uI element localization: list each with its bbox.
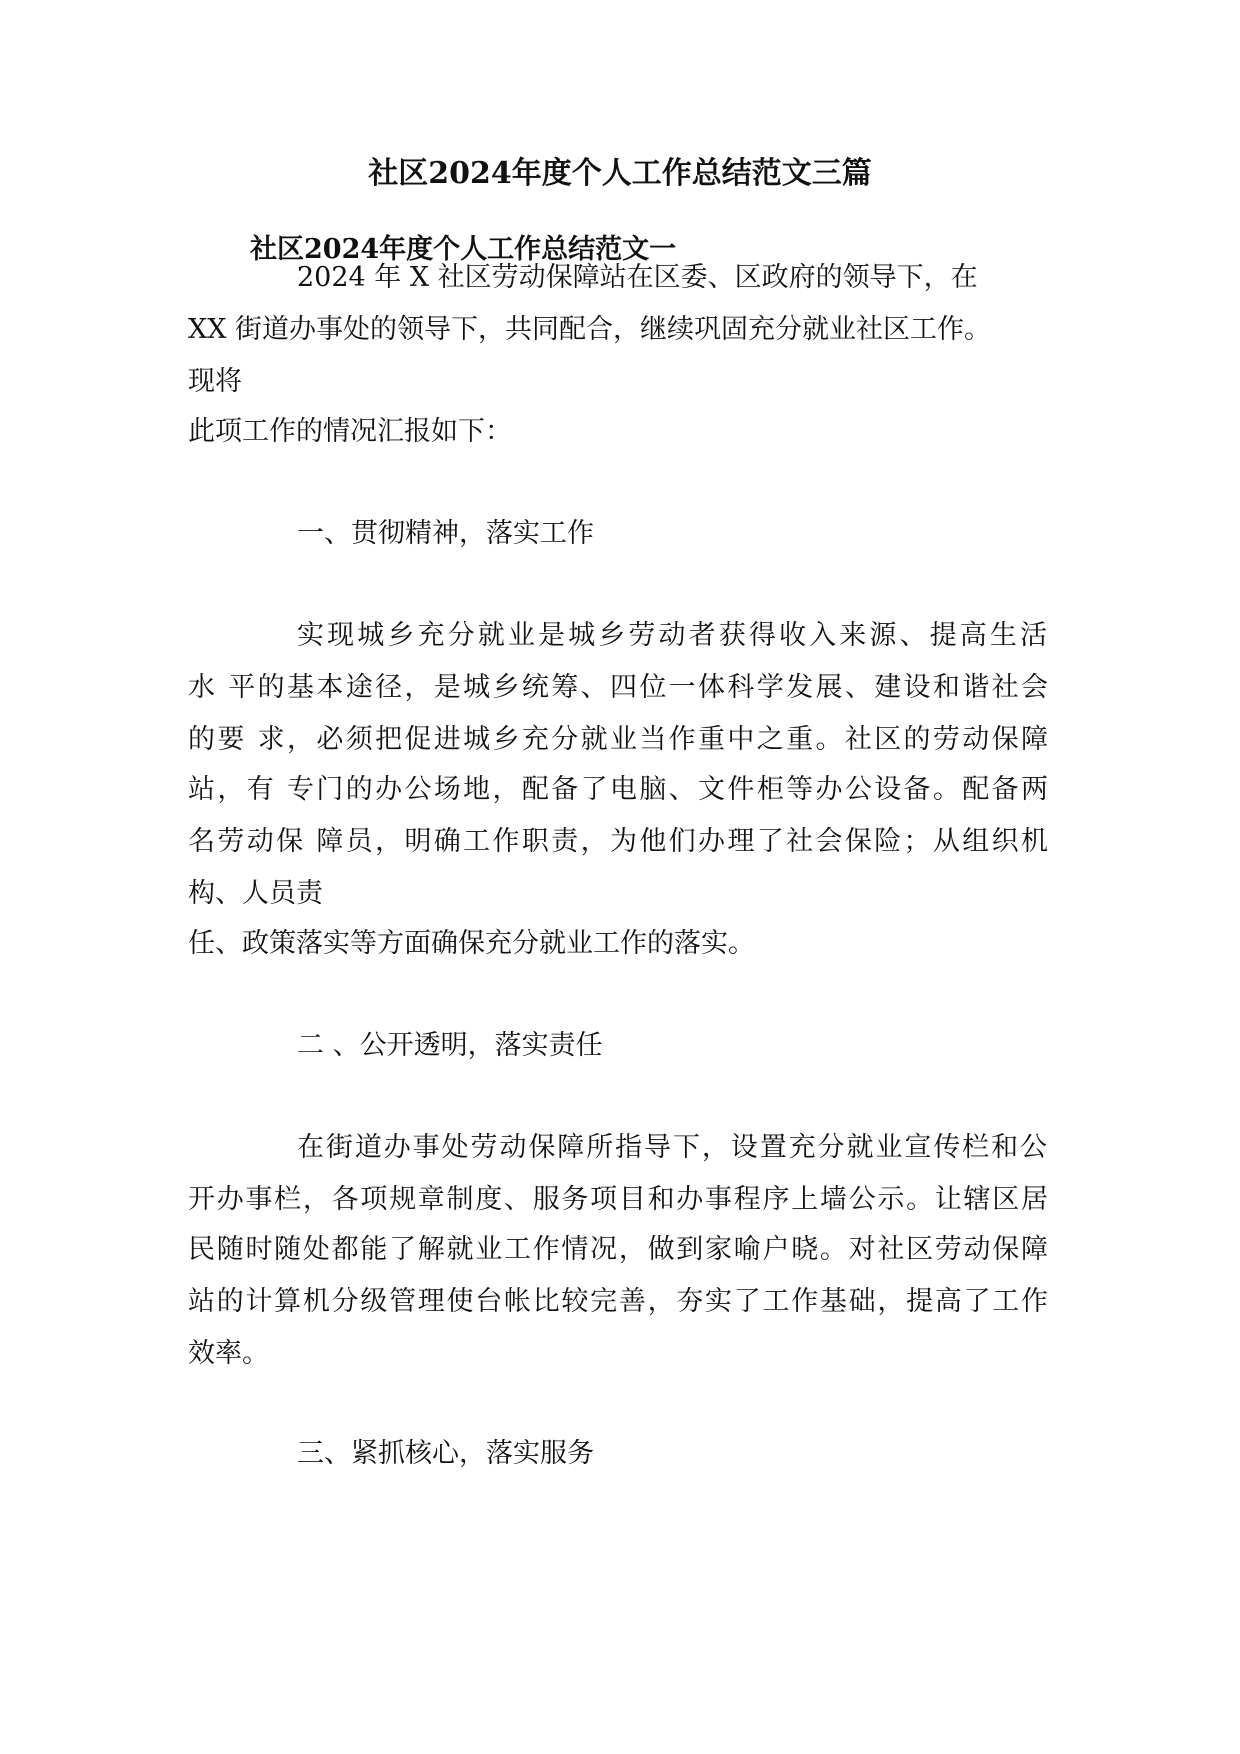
section-2-line-1-text: 在街道办事处劳动保障所指导下，设置充分就业宣传栏和公 bbox=[297, 1132, 1047, 1163]
intro-line-1 bbox=[297, 256, 978, 300]
intro-line-4-text: 此项工作的情况汇报如下： bbox=[188, 416, 512, 447]
section-2-line-5-text: 效率。 bbox=[188, 1338, 269, 1369]
intro-line-2 bbox=[188, 308, 991, 352]
section-2-heading: 二 、公开透明，落实责任 bbox=[297, 1030, 603, 1061]
section-1-line-6-text: 构、人员责 bbox=[188, 878, 323, 909]
section-1-line-6 bbox=[188, 872, 323, 916]
intro-line-3-text: 现将 bbox=[188, 366, 242, 397]
section-1-line-3 bbox=[188, 718, 1048, 762]
section-1-line-7 bbox=[188, 922, 755, 966]
page-title: 社区2024年度个人工作总结范文三篇 bbox=[368, 156, 872, 191]
section-1-line-2 bbox=[188, 666, 1048, 710]
section-1-line-1 bbox=[297, 614, 1047, 658]
section-2-line-1 bbox=[297, 1126, 1047, 1170]
section-subtitle: 社区2024年度个人工作总结范文一 bbox=[250, 234, 677, 265]
section-1-line-5-text: 名劳动保 障员，明确工作职责，为他们办理了社会保险；从组织机 bbox=[188, 826, 1048, 857]
intro-line-4 bbox=[188, 410, 512, 454]
section-1-line-2-text: 水 平的基本途径，是城乡统筹、四位一体科学发展、建设和谐社会 bbox=[188, 672, 1048, 703]
section-3-heading: 三、紧抓核心，落实服务 bbox=[297, 1438, 594, 1469]
section-2-line-3 bbox=[188, 1228, 1048, 1272]
section-2-line-2-text: 开办事栏，各项规章制度、服务项目和办事程序上墙公示。让辖区居 bbox=[188, 1184, 1048, 1215]
section-2-line-4-text: 站的计算机分级管理使台帐比较完善，夯实了工作基础，提高了工作 bbox=[188, 1286, 1048, 1317]
section-2-line-5 bbox=[188, 1332, 269, 1376]
section-1-line-1-text: 实现城乡充分就业是城乡劳动者获得收入来源、提高生活 bbox=[297, 620, 1047, 651]
section-2-line-4 bbox=[188, 1280, 1048, 1324]
intro-line-1-text: 2024 年 X 社区劳动保障站在区委、区政府的领导下，在 bbox=[297, 262, 978, 293]
section-1-line-3-text: 的要 求，必须把促进城乡充分就业当作重中之重。社区的劳动保障 bbox=[188, 724, 1048, 755]
section-2-line-3-text: 民随时随处都能了解就业工作情况，做到家喻户晓。对社区劳动保障 bbox=[188, 1234, 1048, 1265]
section-1-line-4 bbox=[188, 768, 1048, 812]
section-1-line-4-text: 站，有 专门的办公场地，配备了电脑、文件柜等办公设备。配备两 bbox=[188, 774, 1048, 805]
intro-line-3 bbox=[188, 360, 242, 404]
section-1-line-7-text: 任、政策落实等方面确保充分就业工作的落实。 bbox=[188, 928, 755, 959]
section-1-heading: 一、贯彻精神，落实工作 bbox=[297, 518, 594, 549]
intro-line-2-text: XX 街道办事处的领导下，共同配合，继续巩固充分就业社区工作。 bbox=[188, 314, 992, 345]
section-1-line-5 bbox=[188, 820, 1048, 864]
section-2-line-2 bbox=[188, 1178, 1048, 1222]
